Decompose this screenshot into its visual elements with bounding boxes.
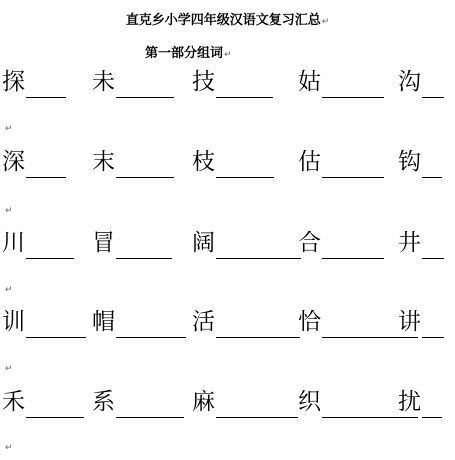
character-label: 沟 xyxy=(398,69,421,95)
answer-blank[interactable] xyxy=(322,258,384,259)
character-label: 合 xyxy=(298,230,321,256)
character-label: 系 xyxy=(92,389,115,415)
answer-blank[interactable] xyxy=(26,417,84,418)
character-label: 深 xyxy=(2,149,25,175)
answer-blank[interactable] xyxy=(322,97,384,98)
character-label: 井 xyxy=(398,230,421,256)
character-label: 枝 xyxy=(192,149,215,175)
paragraph-mark-icon: ↵ xyxy=(5,285,13,295)
character-label: 麻 xyxy=(192,389,215,415)
answer-blank[interactable] xyxy=(116,177,174,178)
answer-blank[interactable] xyxy=(322,337,418,338)
paragraph-mark-icon: ↵ xyxy=(224,50,232,60)
answer-blank[interactable] xyxy=(116,417,184,418)
character-label: 钩 xyxy=(398,149,421,175)
answer-blank[interactable] xyxy=(422,417,442,418)
answer-blank[interactable] xyxy=(26,97,66,98)
answer-blank[interactable] xyxy=(116,97,174,98)
section-title: 第一部分组词↵ xyxy=(145,46,232,61)
answer-blank[interactable] xyxy=(422,337,444,338)
character-label: 帽 xyxy=(92,309,115,335)
character-label: 未 xyxy=(92,69,115,95)
character-label: 末 xyxy=(92,149,115,175)
answer-blank[interactable] xyxy=(216,258,301,259)
answer-blank[interactable] xyxy=(216,417,298,418)
answer-blank[interactable] xyxy=(216,177,274,178)
paragraph-mark-icon: ↵ xyxy=(321,17,330,27)
paragraph-mark-icon: ↵ xyxy=(5,364,13,374)
character-label: 活 xyxy=(192,309,215,335)
answer-blank[interactable] xyxy=(422,258,444,259)
character-label: 扰 xyxy=(398,389,421,415)
character-label: 禾 xyxy=(2,389,25,415)
word-row xyxy=(0,388,455,418)
answer-blank[interactable] xyxy=(26,337,86,338)
character-label: 技 xyxy=(192,69,215,95)
character-label: 估 xyxy=(298,149,321,175)
answer-blank[interactable] xyxy=(26,177,66,178)
character-label: 阔 xyxy=(192,230,215,256)
character-label: 讲 xyxy=(398,309,421,335)
character-label: 探 xyxy=(2,69,25,95)
word-row xyxy=(0,229,455,259)
paragraph-mark-icon: ↵ xyxy=(5,124,13,134)
answer-blank[interactable] xyxy=(422,97,444,98)
answer-blank[interactable] xyxy=(216,337,300,338)
character-label: 训 xyxy=(2,309,25,335)
answer-blank[interactable] xyxy=(216,97,273,98)
character-label: 织 xyxy=(298,389,321,415)
answer-blank[interactable] xyxy=(26,258,74,259)
character-label: 川 xyxy=(2,230,25,256)
word-row xyxy=(0,68,455,98)
word-row xyxy=(0,308,455,338)
answer-blank[interactable] xyxy=(322,177,384,178)
answer-blank[interactable] xyxy=(116,258,172,259)
document-title: 直克乡小学四年级汉语文复习汇总↵ xyxy=(125,13,330,28)
answer-blank[interactable] xyxy=(116,337,186,338)
word-row xyxy=(0,148,455,178)
character-label: 姑 xyxy=(298,69,321,95)
answer-blank[interactable] xyxy=(422,177,442,178)
character-label: 冒 xyxy=(92,230,115,256)
paragraph-mark-icon: ↵ xyxy=(5,443,13,453)
paragraph-mark-icon: ↵ xyxy=(5,206,13,216)
character-label: 恰 xyxy=(298,309,321,335)
answer-blank[interactable] xyxy=(322,417,418,418)
